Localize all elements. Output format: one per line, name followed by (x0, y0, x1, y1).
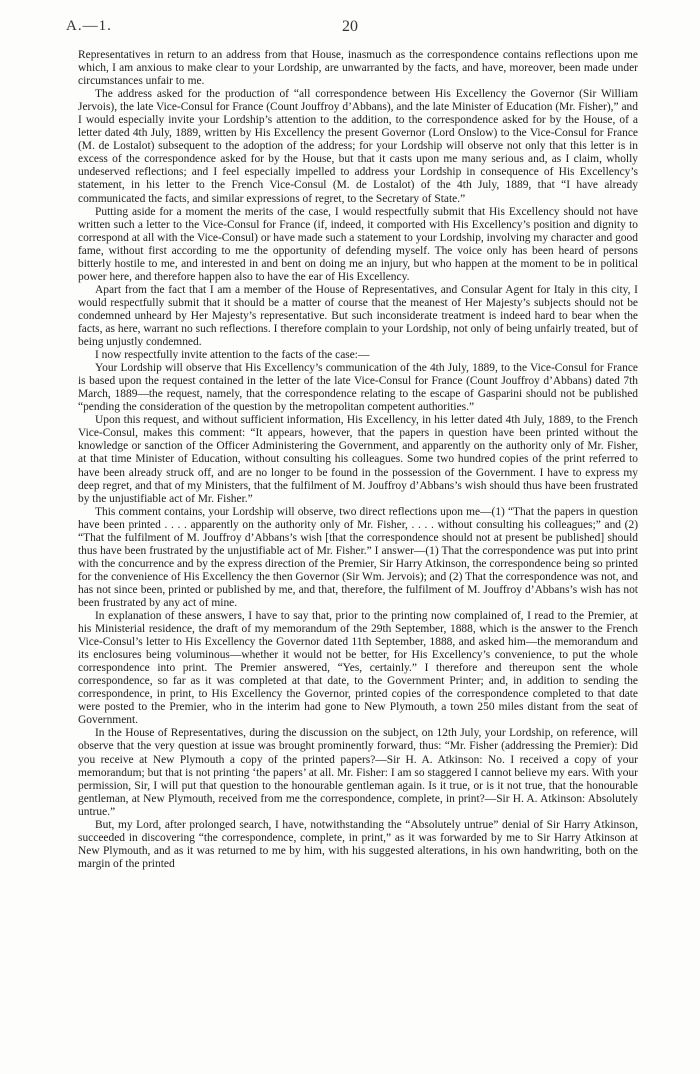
paragraph: Upon this request, and without sufficient information, His Excellency, in his letter dated 4th July, 1889, to the French Vice-Consul, makes this comment: “It appears, however, that the papers in question have been printed without the knowledge or sanction of the Officer Administering the Government, and apparently on the authority only of Mr. Fisher, at that time Minister of Education, without consulting his colleagues. Some two hundred copies of the print referred to have been already struck off, and are no longer to be found in the possession of the Government. I have to express my deep regret, and that of my Ministers, that the fulfilment of M. Jouffroy d’Abbans’s wish should thus have been frustrated by the unjustifiable act of Mr. Fisher.” (78, 414, 638, 505)
page-number: 20 (342, 18, 358, 35)
page-header (66, 18, 634, 42)
document-reference: A.—1. (66, 18, 112, 34)
page-body (78, 49, 638, 871)
paragraph: Apart from the fact that I am a member of the House of Representatives, and Consular Agent for Italy in this city, I would respectfully submit that it should be a matter of course that the meanest of Her Majesty’s subjects should not be condemned unheard by Her Majesty’s representative. But such inconsiderate treatment is indeed hard to bear when the facts, as here, warrant no such reflections. I therefore complain to your Lordship, not only of being unfairly treated, but of being unjustly condemned. (78, 283, 638, 349)
paragraph: The address asked for the production of “all correspondence between His Excellency the Governor (Sir William Jervois), the late Vice-Consul for France (Count Jouffroy d’Abbans), and the late Minister of Education (Mr. Fisher),” and I would especially invite your Lordship’s attention to the addition, to the correspondence asked for by the House, of a letter dated 4th July, 1889, written by His Excellency the present Governor (Lord Onslow) to the Vice-Consul for France (M. de Lostalot) subsequent to the adoption of the address; for your Lordship will observe not only that this letter is in excess of the correspondence asked for by the House, but that it casts upon me many serious and, as I claim, wholly undeserved reflections; and I feel especially impelled to address your Lordship in consequence of His Excellency’s statement, in his letter to the French Vice-Consul (M. de Lostalot) of the 4th July, 1889, that “I have already communicated the facts, and similar expressions of regret, to the Secretary of State.” (78, 88, 638, 205)
paragraph: Putting aside for a moment the merits of the case, I would respectfully submit that His Excellency should not have written such a letter to the Vice-Consul for France (if, indeed, it comported with His Excellency’s position and dignity to correspond at all with the Vice-Consul) or have made such a statement to your Lordship, involving my character and good fame, without first according to me the opportunity of defending myself. The voice only has been heard of persons bitterly hostile to me, and interested in and bent on doing me an injury, but who happen at the moment to be in political power here, and therefore happen also to have the ear of His Excellency. (78, 205, 638, 283)
paragraph: But, my Lord, after prolonged search, I have, notwithstanding the “Absolutely untrue” denial of Sir Harry Atkinson, succeeded in discovering “the correspondence, complete, in print,” as it was forwarded by me to Sir Harry Atkinson at New Plymouth, and as it was returned to me by him, with his suggested alterations, in his own handwriting, both on the margin of the printed (78, 818, 638, 870)
paragraph: In the House of Representatives, during the discussion on the subject, on 12th July, your Lordship, on reference, will observe that the very question at issue was brought prominently forward, thus: “Mr. Fisher (addressing the Premier): Did you receive at New Plymouth a copy of the printed papers?—Sir H. A. Atkinson: No. I received a copy of your memorandum; but that is not printing ‘the papers’ at all. Mr. Fisher: I am so staggered I cannot believe my ears. With your permission, Sir, I will put that question to the honourable gentleman again. Is it true, or is it not true, that the honourable gentleman, at New Plymouth, received from me the correspondence, complete, in print?—Sir H. A. Atkinson: Absolutely untrue.” (78, 727, 638, 818)
paragraph: Your Lordship will observe that His Excellency’s communication of the 4th July, 1889, to the Vice-Consul for France is based upon the request contained in the letter of the late Vice-Consul for France (Count Jouffroy d’Abbans) dated 7th March, 1889—the request, namely, that the correspondence relating to the escape of Gasparini should not be published “pending the consideration of the question by the metropolitan competent authorities.” (78, 362, 638, 414)
paragraph: In explanation of these answers, I have to say that, prior to the printing now complained of, I read to the Premier, at his Ministerial residence, the draft of my memorandum of the 29th September, 1888, which is the answer to the French Vice-Consul’s letter to His Excellency the Governor dated 11th September, 1888, and asked him—the memorandum and its enclosures being voluminous—whether it would not be better, for His Excellency’s convenience, to put the whole correspondence into print. The Premier answered, “Yes, certainly.” I therefore and thereupon sent the whole correspondence, so far as it was completed at that date, to the Government Printer; and, in addition to sending the correspondence, in print, to His Excellency the Governor, printed copies of the correspondence completed to that date were posted to the Premier, who in the interim had gone to New Plymouth, a town 250 miles distant from the seat of Government. (78, 610, 638, 727)
paragraph: Representatives in return to an address from that House, inasmuch as the correspondence contains reflections upon me which, I am anxious to make clear to your Lordship, are unwarranted by the facts, and have, moreover, been made under circumstances unfair to me. (78, 49, 638, 88)
paragraph: I now respectfully invite attention to the facts of the case:— (95, 349, 370, 362)
paragraph: This comment contains, your Lordship will observe, two direct reflections upon me—(1) “That the papers in question have been printed . . . . apparently on the authority only of Mr. Fisher, . . . . without consulting his colleagues;” and (2) “That the fulfilment of M. Jouffroy d’Abbans’s wish [that the correspondence should not at present be published] should thus have been frustrated by the unjustifiable act of Mr. Fisher.” I answer—(1) That the correspondence was put into print with the concurrence and by the express direction of the Premier, Sir Harry Atkinson, the correspondence being so printed for the convenience of His Excellency the then Governor (Sir Wm. Jervois); and (2) That the correspondence was not, and has not since been, printed or published by me, and that, therefore, the fulfilment of M. Jouffroy d’Abbans’s wish has not been frustrated by any act of mine. (78, 505, 638, 609)
